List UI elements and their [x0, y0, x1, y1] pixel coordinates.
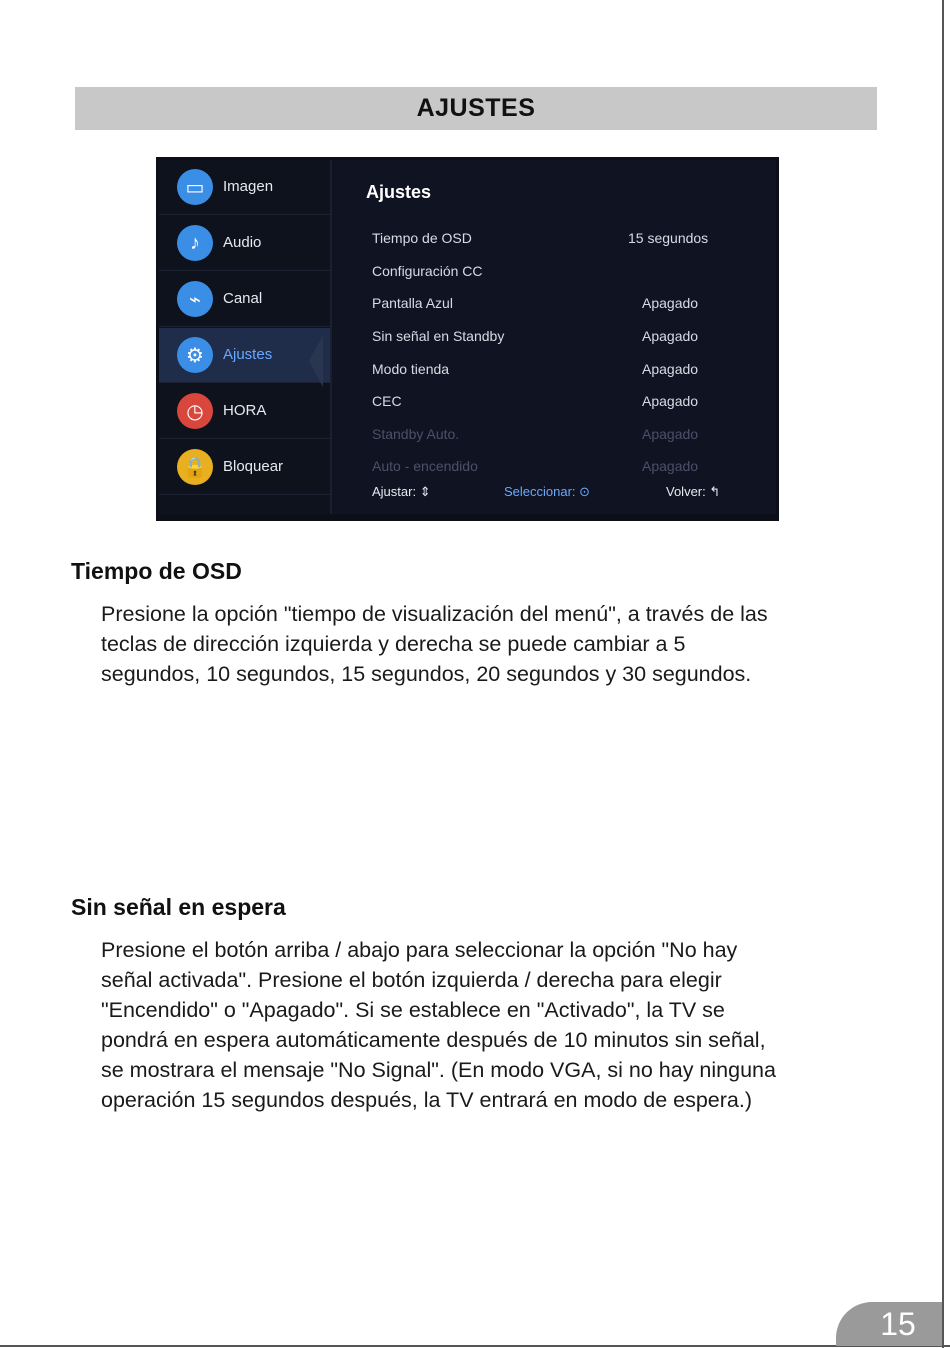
- paragraph-line: segundos, 10 segundos, 15 segundos, 20 segundos y 30 segundos.: [101, 662, 752, 686]
- sidebar-item-hora[interactable]: [159, 384, 330, 439]
- menu-row-label: Configuración CC: [372, 263, 483, 279]
- menu-row-label: Tiempo de OSD: [372, 230, 472, 246]
- page-number-tab: [836, 1302, 942, 1346]
- sidebar-item-label: Bloquear: [223, 458, 284, 475]
- sidebar-item-canal[interactable]: [159, 272, 330, 327]
- paragraph-line: operación 15 segundos después, la TV entrará en modo de espera.): [101, 1088, 753, 1112]
- satellite-dish-icon: ⌁: [177, 281, 213, 317]
- menu-row-value: Apagado: [642, 393, 699, 409]
- menu-row-value: 15 segundos: [628, 230, 709, 246]
- menu-row-label: Modo tienda: [372, 361, 450, 377]
- sidebar-item-label: Audio: [223, 234, 262, 251]
- menu-row-standby-auto: [372, 426, 772, 446]
- tv-footer-hints: [372, 484, 772, 504]
- ok-button-icon: ⊙: [579, 484, 591, 499]
- menu-row-value: Apagado: [642, 361, 699, 377]
- page-number: 15: [880, 1305, 916, 1342]
- menu-row-pantalla-azul[interactable]: [372, 295, 772, 315]
- sidebar-item-label: HORA: [223, 402, 267, 419]
- sidebar-item-ajustes[interactable]: [159, 328, 330, 383]
- sidebar-item-imagen[interactable]: [159, 160, 330, 215]
- section-body-tiempo-osd: [101, 599, 901, 689]
- menu-row-label: Auto - encendido: [372, 458, 478, 474]
- settings-icon: ⚙: [177, 337, 213, 373]
- tv-panel-title: Ajustes: [366, 182, 432, 202]
- sidebar-item-audio[interactable]: [159, 216, 330, 271]
- adjust-hint: Ajustar: ⇕: [372, 484, 431, 499]
- paragraph-line: señal activada". Presione el botón izquierda / derecha para elegir: [101, 968, 722, 992]
- menu-row-auto-encendido: [372, 458, 772, 478]
- tv-settings-panel: [332, 160, 776, 514]
- clock-icon: ◷: [177, 393, 213, 429]
- lock-icon: 🔒: [177, 449, 213, 485]
- tv-sidebar: [159, 160, 330, 514]
- menu-row-label: Sin señal en Standby: [372, 328, 505, 344]
- menu-row-sin-senal-standby[interactable]: [372, 328, 772, 348]
- sidebar-item-label: Imagen: [223, 178, 274, 195]
- monitor-icon: ▭: [177, 169, 213, 205]
- menu-row-label: Pantalla Azul: [372, 295, 453, 311]
- menu-row-value: Apagado: [642, 328, 699, 344]
- paragraph-line: se mostrara el mensaje "No Signal". (En modo VGA, si no hay ninguna: [101, 1058, 776, 1082]
- music-note-icon: ♪: [177, 225, 213, 261]
- select-hint: Seleccionar: ⊙: [504, 484, 591, 499]
- section-title-tiempo-osd: Tiempo de OSD: [71, 558, 242, 584]
- menu-row-cec[interactable]: [372, 393, 772, 413]
- sidebar-item-bloquear[interactable]: [159, 440, 330, 495]
- page-title: AJUSTES: [416, 94, 536, 122]
- menu-row-configuracion-cc[interactable]: [372, 263, 772, 283]
- active-item-pointer: [309, 335, 323, 387]
- section-title-sin-senal: Sin señal en espera: [71, 894, 286, 920]
- page-bottom-rule: [0, 1345, 950, 1347]
- back-hint: Volver: ↰: [666, 484, 721, 499]
- menu-row-label: CEC: [372, 393, 402, 409]
- tv-menu-screenshot: [156, 157, 779, 521]
- paragraph-line: teclas de dirección izquierda y derecha se puede cambiar a 5: [101, 632, 686, 656]
- menu-row-value: Apagado: [642, 426, 699, 442]
- menu-row-modo-tienda[interactable]: [372, 361, 772, 381]
- up-down-arrows-icon: ⇕: [419, 484, 431, 499]
- paragraph-line: Presione la opción "tiempo de visualización del menú", a través de las: [101, 602, 768, 626]
- sidebar-item-label: Ajustes: [223, 346, 273, 363]
- menu-row-tiempo-osd[interactable]: [372, 230, 772, 250]
- menu-row-label: Standby Auto.: [372, 426, 460, 442]
- return-arrow-icon: ↰: [709, 484, 721, 499]
- paragraph-line: Presione el botón arriba / abajo para seleccionar la opción "No hay: [101, 938, 738, 962]
- section-body-sin-senal: [101, 935, 901, 1115]
- sidebar-item-label: Canal: [223, 290, 263, 307]
- paragraph-line: pondrá en espera automáticamente después de 10 minutos sin señal,: [101, 1028, 766, 1052]
- menu-row-value: Apagado: [642, 458, 699, 474]
- menu-row-value: Apagado: [642, 295, 699, 311]
- paragraph-line: "Encendido" o "Apagado". Si se establece en "Activado", la TV se: [101, 998, 725, 1022]
- section-header-bar: [75, 87, 877, 130]
- page-edge-rule: [942, 0, 944, 1348]
